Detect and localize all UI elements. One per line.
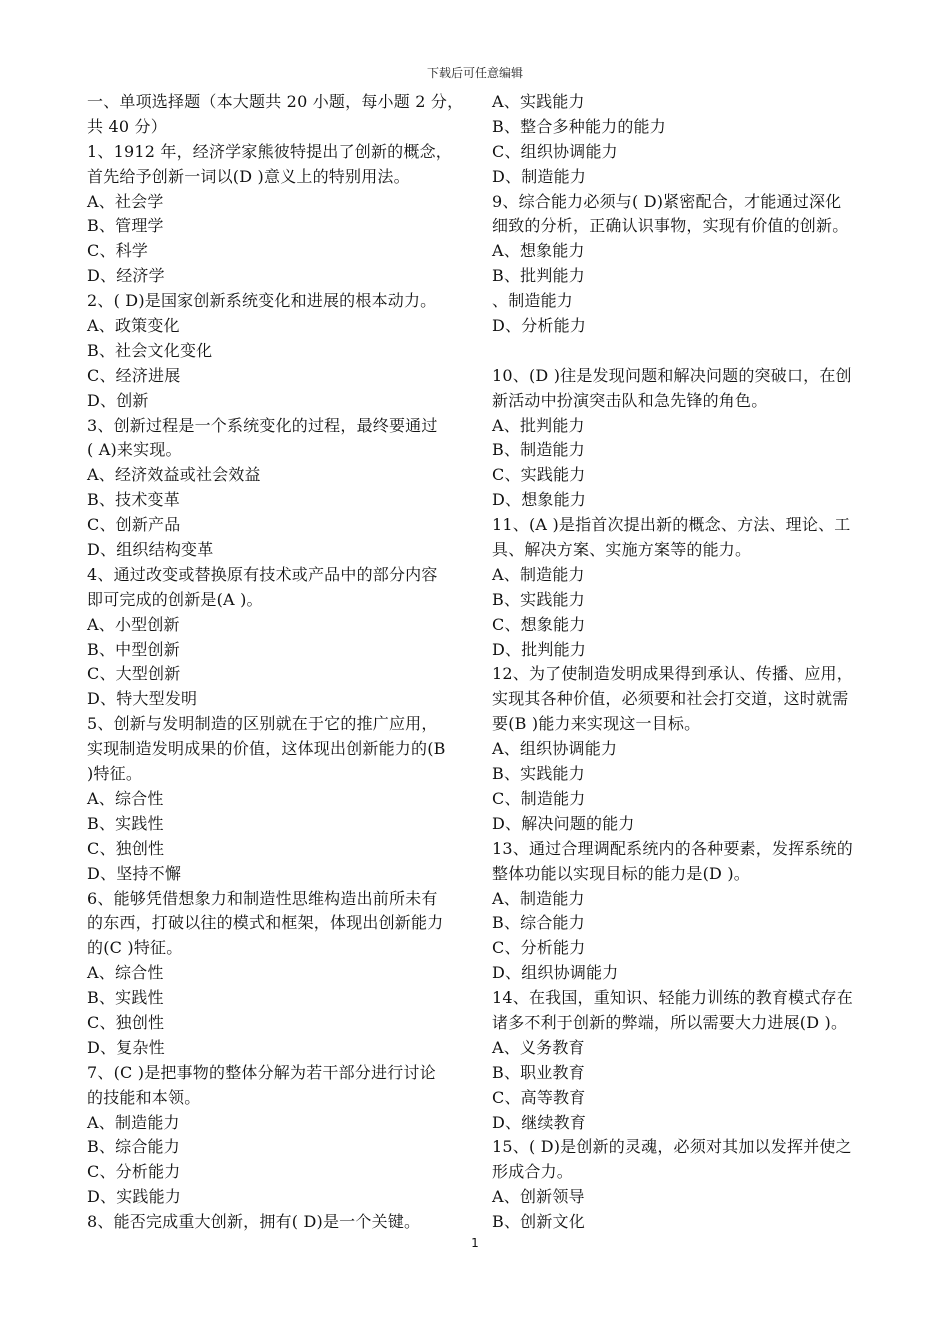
text-line: B、实践性 — [87, 813, 164, 833]
text-line: B、制造能力 — [492, 440, 585, 460]
text-line: B、整合多种能力的能力 — [492, 116, 666, 136]
text-line: 一、单项选择题（本大题共 20 小题，每小题 2 分， — [87, 92, 464, 111]
text-line: 15、( D)是创新的灵魂，必须对其加以发挥并使之 — [492, 1137, 852, 1157]
text-line: 2、( D)是国家创新系统变化和进展的根本动力。 — [87, 291, 437, 311]
text-line: B、实践性 — [87, 988, 164, 1008]
text-line: D、经济学 — [87, 266, 165, 286]
text-line: 14、在我国，重知识、轻能力训练的教育模式存在 — [492, 988, 853, 1008]
text-line: 、制造能力 — [492, 291, 574, 311]
text-line: B、创新文化 — [492, 1212, 585, 1232]
text-line: 的技能和本领。 — [87, 1087, 201, 1107]
text-line: 具、解决方案、实施方案等的能力。 — [492, 540, 752, 560]
text-line: 3、创新过程是一个系统变化的过程，最终要通过 — [87, 415, 438, 435]
text-line: 要(B )能力来实现这一目标。 — [492, 714, 701, 734]
text-line: 诸多不利于创新的弊端，所以需要大力进展(D )。 — [492, 1012, 848, 1032]
text-line: C、想象能力 — [492, 614, 586, 634]
text-line: 4、通过改变或替换原有技术或产品中的部分内容 — [87, 564, 438, 584]
text-line: C、大型创新 — [87, 664, 181, 684]
text-line: 6、能够凭借想象力和制造性思维构造出前所未有 — [87, 888, 438, 908]
text-line: C、组织协调能力 — [492, 141, 618, 161]
blank-line — [492, 339, 872, 364]
text-line: D、创新 — [87, 390, 149, 410]
text-line: A、义务教育 — [492, 1037, 585, 1057]
text-line: B、实践能力 — [492, 589, 585, 609]
text-line: D、组织协调能力 — [492, 963, 619, 983]
page-number: 1 — [471, 1236, 479, 1250]
text-line: C、独创性 — [87, 1012, 165, 1032]
text-line: 的东西，打破以往的模式和框架，体现出创新能力 — [87, 913, 444, 933]
text-line: D、实践能力 — [87, 1187, 182, 1207]
text-line: B、批判能力 — [492, 266, 585, 286]
header-note: 下载后可任意编辑 — [426, 66, 523, 80]
text-line: 1、1912 年，经济学家熊彼特提出了创新的概念， — [87, 141, 452, 161]
text-line: A、制造能力 — [492, 888, 585, 908]
text-line: A、社会学 — [87, 191, 164, 211]
text-line: D、继续教育 — [492, 1112, 587, 1132]
text-line: B、综合能力 — [87, 1137, 180, 1157]
text-line: 首先给予创新一词以(D )意义上的特别用法。 — [87, 166, 410, 186]
text-line: A、综合性 — [87, 788, 164, 808]
text-line: A、组织协调能力 — [492, 739, 618, 759]
text-line: C、分析能力 — [87, 1162, 181, 1182]
text-line: C、高等教育 — [492, 1087, 586, 1107]
text-line: A、想象能力 — [492, 241, 585, 261]
text-line: 10、(D )往是发现问题和解决问题的突破口，在创 — [492, 365, 852, 385]
text-line: A、制造能力 — [492, 564, 585, 584]
text-line: 实现其各种价值，必须要和社会打交道，这时就需 — [492, 689, 849, 709]
text-line: A、综合性 — [87, 963, 164, 983]
text-line: B、技术变革 — [87, 490, 180, 510]
text-line: 11、(A )是指首次提出新的概念、方法、理论、工 — [492, 515, 851, 535]
text-line: D、解决问题的能力 — [492, 813, 635, 833]
text-line: 的(C )特征。 — [87, 938, 183, 958]
text-line: A、制造能力 — [87, 1112, 180, 1132]
left-column — [87, 90, 467, 1235]
text-line: C、创新产品 — [87, 515, 181, 535]
text-line: B、综合能力 — [492, 913, 585, 933]
text-line: C、独创性 — [87, 838, 165, 858]
text-line: B、社会文化变化 — [87, 340, 213, 360]
text-line: C、科学 — [87, 241, 149, 261]
text-line: 8、能否完成重大创新，拥有( D)是一个关键。 — [87, 1212, 421, 1232]
text-line: C、制造能力 — [492, 788, 586, 808]
text-line: D、制造能力 — [492, 166, 587, 186]
text-line: ( A)来实现。 — [87, 440, 182, 460]
text-line: 13、通过合理调配系统内的各种要素，发挥系统的 — [492, 838, 853, 858]
text-line: 形成合力。 — [492, 1162, 574, 1182]
text-line: 整体功能以实现目标的能力是(D )。 — [492, 863, 750, 883]
text-line: D、组织结构变革 — [87, 540, 214, 560]
text-line: B、职业教育 — [492, 1062, 585, 1082]
text-line: 9、综合能力必须与( D)紧密配合，才能通过深化 — [492, 191, 842, 211]
text-line: C、分析能力 — [492, 938, 586, 958]
text-line: 12、为了使制造发明成果得到承认、传播、应用， — [492, 664, 853, 684]
text-line: 即可完成的创新是(A )。 — [87, 589, 263, 609]
text-line: )特征。 — [87, 764, 143, 784]
text-line: 共 40 分） — [87, 116, 167, 136]
text-line: A、批判能力 — [492, 415, 585, 435]
text-line: D、想象能力 — [492, 490, 587, 510]
text-line: 5、创新与发明制造的区别就在于它的推广应用， — [87, 714, 438, 734]
text-line: D、批判能力 — [492, 639, 587, 659]
text-line: 细致的分析，正确认识事物，实现有价值的创新。 — [492, 216, 849, 236]
text-line: A、经济效益或社会效益 — [87, 465, 261, 485]
text-line: A、创新领导 — [492, 1187, 585, 1207]
text-line: D、复杂性 — [87, 1037, 165, 1057]
text-line: 实现制造发明成果的价值，这体现出创新能力的(B — [87, 739, 446, 759]
text-line: B、中型创新 — [87, 639, 180, 659]
text-line: B、实践能力 — [492, 764, 585, 784]
text-line: A、政策变化 — [87, 316, 180, 336]
text-line: 新活动中扮演突击队和急先锋的角色。 — [492, 390, 768, 410]
text-line: C、实践能力 — [492, 465, 586, 485]
text-line: A、实践能力 — [492, 92, 585, 111]
text-line: 7、(C )是把事物的整体分解为若干部分进行讨论 — [87, 1062, 436, 1082]
text-line: D、分析能力 — [492, 316, 587, 336]
text-line: B、管理学 — [87, 216, 164, 236]
text-line: D、坚持不懈 — [87, 863, 182, 883]
text-line: D、特大型发明 — [87, 689, 198, 709]
right-column — [492, 90, 872, 1235]
text-line: A、小型创新 — [87, 614, 180, 634]
text-line: C、经济进展 — [87, 365, 181, 385]
